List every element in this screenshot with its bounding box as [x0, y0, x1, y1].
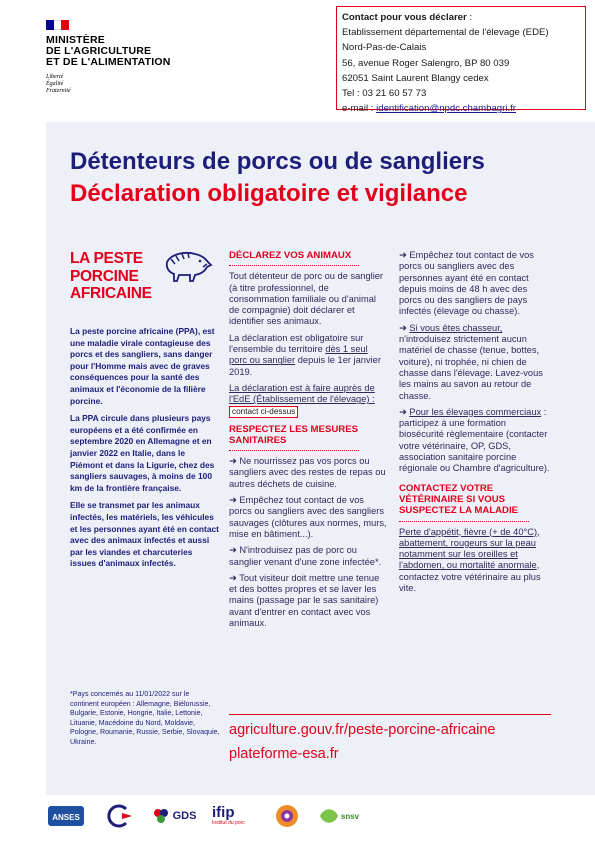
contact-tel: Tel : 03 21 60 57 73: [342, 88, 427, 100]
measure-item: [229, 456, 387, 490]
ifip-logo: [212, 802, 262, 830]
marianne-logo: [46, 20, 69, 30]
ministry-name: [46, 35, 171, 68]
esa-link[interactable]: plateforme-esa.fr: [229, 746, 339, 762]
ministry-line: ET DE L'ALIMENTATION: [46, 56, 171, 68]
ppa-description: [70, 326, 220, 576]
contact-box: [336, 6, 586, 115]
ppa-paragraph: Elle se transmet par les animaux infectés, les matériels, les véhicules et les personnes ayant été en contact avec des animaux infectés et aussi par les viandes et charcuteries issues d'animaux infectés.: [70, 500, 219, 569]
measure-item: [229, 545, 387, 568]
arrow-icon: ➜: [399, 250, 410, 260]
countries-footnote: *Pays concernés au 11/01/2022 sur le continent européen : Allemagne, Biélorussie, Bulgarie, Estonie, Hongrie, Italie, Lettonie, Lituanie, Macédoine du Nord, Moldavie, Pologne, Roumanie, Russie, Serbie, Slovaquie, Ukraine.: [70, 690, 220, 746]
email-link[interactable]: identification@npdc.chambagri.fr: [376, 103, 516, 115]
contact-label: Contact pour vous déclarer: [342, 12, 467, 23]
measure-text: Ne nourrissez pas vos porcs ou sangliers avec des restes de repas ou autres déchets de cuisine.: [229, 456, 386, 489]
snsv-icon: [316, 803, 362, 829]
links-divider: [229, 714, 551, 715]
measure-text: Tout visiteur doit mettre une tenue et des bottes propres et se laver les mains (passage par le sas sanitaire) avant d'entrer en contact avec vos animaux.: [229, 572, 380, 629]
partner-logos: [46, 798, 566, 834]
vigilance-text: Empêchez tout contact de vos porcs ou sangliers avec des personnes ayant été en contact depuis moins de 48 h avec des porcs ou des sangliers de pays infectés (élevage ou chasse).: [399, 250, 534, 317]
boar-icon: [163, 248, 213, 284]
vigilance-item: [399, 407, 551, 475]
vigilance-column: [399, 250, 551, 599]
vigilance-item: [399, 323, 551, 402]
declare-paragraph: Tout détenteur de porc ou de sanglier (à titre professionnel, de consommation familiale ou d'animal de compagnie) doit déclarer et identifier ses animaux.: [229, 271, 384, 327]
gds-text: GDS: [172, 810, 197, 822]
chambre-logo: [98, 802, 138, 830]
motto-line: Fraternité: [46, 88, 71, 94]
arrow-icon: ➜: [399, 322, 410, 333]
arrow-icon: ➜: [229, 456, 240, 467]
vet-heading: CONTACTEZ VOTRE VÉTÉRINAIRE SI VOUS SUSPECTEZ LA MALADIE: [399, 482, 519, 517]
gds-logo: [146, 802, 202, 830]
declare-column: [229, 250, 387, 634]
contact-tag: contact ci-dessus: [229, 406, 298, 418]
asso-icon: [274, 803, 300, 829]
measure-text: N'introduisez pas de porc ou sanglier venant d'une zone infectée*.: [229, 545, 382, 567]
flag-red: [61, 20, 69, 30]
ppa-heading-line: LA PESTE: [70, 250, 143, 267]
arrow-icon: ➜: [229, 495, 240, 506]
vigilance-text: : participez à une formation biosécurité règlementaire (contacter votre vétérinaire, OP, GDS, association sanitaire porcine régionale ou Chambre d'agriculture).: [399, 406, 550, 474]
flag-blue: [46, 20, 54, 30]
page-title: Détenteurs de porcs ou de sangliers: [70, 148, 485, 175]
measure-item: [229, 573, 387, 629]
contact-heading: [342, 10, 580, 25]
arrow-icon: ➜: [229, 572, 240, 583]
ministry-line: DE L'AGRICULTURE: [46, 45, 152, 57]
measures-heading: RESPECTEZ LES MESURES SANITAIRES: [229, 423, 359, 446]
measure-text: Empêchez tout contact de vos porcs ou sangliers avec des sangliers sauvages (clôtures aux normes, murs, mise en bâtiment...).: [229, 495, 387, 539]
arrow-icon: ➜: [399, 406, 410, 417]
obligation-text: La déclaration est obligatoire sur l'ensemble du territoire: [229, 332, 364, 355]
ppa-heading: [70, 250, 152, 303]
commercial-label: Pour les élevages commerciaux: [409, 406, 542, 417]
ppa-heading-line: AFRICAINE: [70, 285, 152, 302]
asso-logo: [272, 802, 302, 830]
contact-line: 56, avenue Roger Salengro, BP 80 039: [342, 57, 510, 69]
vigilance-text: n'introduisez strictement aucun matériel de chasse (tenue, bottes, voiture), ni trophée, ni chien de chasse dans l'élevage. Lavez-vous les mains au savon au retour de chasse.: [399, 334, 543, 401]
gds-icon: [152, 807, 170, 825]
obligation-emphasis: dès 1 seul porc ou sanglier: [229, 344, 368, 366]
ppa-paragraph: La peste porcine africaine (PPA), est une maladie virale contagieuse des porcs et des sangliers, sans danger pour l'Homme mais avec de graves conséquences pour la santé des animaux et l'économie de la filière porcine.: [70, 326, 215, 406]
email-label: e-mail :: [342, 103, 377, 115]
contact-label-suffix: :: [466, 12, 473, 23]
declare-where-text: La déclaration est à faire auprès de l'EdE (Établissement de l'élevage) :: [229, 382, 375, 405]
symptoms-text: Perte d'appétit, fièvre (+ de 40°C), abattement, rougeurs sur la peau notamment sur les oreilles et l'abdomen, ou mortalité anormale: [399, 526, 540, 571]
ifip-text: ifip: [212, 804, 235, 821]
motto-line: Égalité: [46, 81, 64, 87]
heading-divider: [399, 521, 529, 522]
arrow-icon: ➜: [229, 545, 240, 556]
page-subtitle: Déclaration obligatoire et vigilance: [70, 180, 468, 207]
snsv-text: snsv: [340, 812, 360, 821]
anses-text: ANSES: [52, 813, 80, 822]
obligation-date: depuis le 1er janvier 2019.: [229, 355, 381, 377]
republic-motto: [46, 74, 71, 95]
heading-divider: [229, 450, 359, 451]
vet-paragraph: [399, 527, 551, 595]
declare-heading: DÉCLAREZ VOS ANIMAUX: [229, 250, 352, 261]
ministry-line: MINISTÈRE: [46, 34, 105, 46]
ppa-paragraph: La PPA circule dans plusieurs pays européens et a été confirmée en septembre 2020 en Allemagne et en janvier 2022 en Italie, dans le Piémont et dans la Ligurie, chez des sangliers sauvages, à moins de 100 km de la frontière française.: [70, 413, 215, 493]
snsv-logo: [316, 802, 362, 830]
declare-where: [229, 383, 387, 418]
chambre-icon: [98, 803, 138, 829]
anses-icon: [46, 803, 86, 829]
ppa-heading-line: PORCINE: [70, 267, 139, 285]
contact-line: 62051 Saint Laurent Blangy cedex: [342, 72, 489, 84]
anses-logo: [46, 802, 86, 830]
motto-line: Liberté: [46, 74, 64, 80]
ifip-subtext: Institut du porc: [212, 820, 245, 826]
contact-line: Etablissement départemental de l'élevage (EDE): [342, 27, 549, 39]
agriculture-link[interactable]: agriculture.gouv.fr/peste-porcine-africaine: [229, 722, 496, 738]
measure-item: [229, 495, 387, 540]
vigilance-item: [399, 250, 551, 318]
vet-text: , contactez votre vétérinaire au plus vite.: [399, 560, 541, 594]
hunter-label: Si vous êtes chasseur,: [409, 322, 503, 333]
declare-obligation: [229, 333, 387, 378]
heading-divider: [229, 265, 359, 266]
contact-email-row: [342, 101, 580, 116]
contact-line: Nord-Pas-de-Calais: [342, 42, 427, 54]
flag-white: [54, 20, 62, 30]
